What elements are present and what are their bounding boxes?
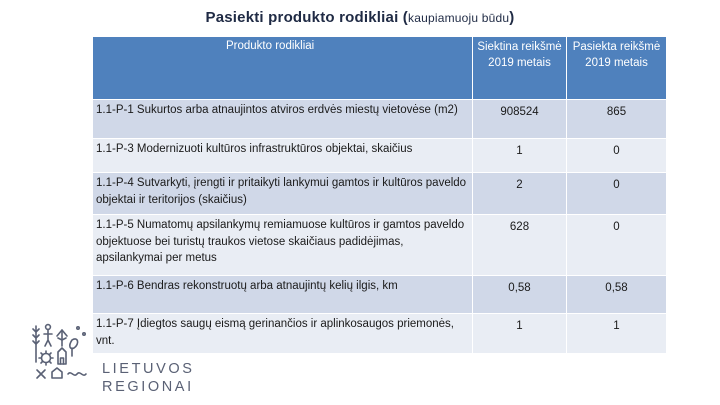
achieved-value: 0 — [567, 215, 667, 276]
header-target: Siektina reikšmė 2019 metais — [473, 37, 567, 100]
table-row — [93, 100, 667, 139]
indicator-name: 1.1-P-5 Numatomų apsilankymų remiamuose kultūros ir gamtos paveldo objektuose bei turistų traukos vietose skaičiaus padidėjimas, apsilankymai per metus — [93, 215, 473, 276]
target-value: 1 — [473, 314, 567, 354]
achieved-value: 1 — [567, 314, 667, 354]
target-value: 908524 — [473, 100, 567, 139]
header-achieved: Pasiekta reikšmė 2019 metais — [567, 37, 667, 100]
slide-title — [0, 9, 720, 26]
lietuvos-regionai-logo — [32, 318, 197, 398]
target-value: 0,58 — [473, 276, 567, 314]
indicator-name: 1.1-P-3 Modernizuoti kultūros infrastruktūros objektai, skaičius — [93, 139, 473, 173]
achieved-value: 0 — [567, 139, 667, 173]
title-close-paren: ) — [509, 9, 515, 26]
regional-symbols-icon — [32, 318, 102, 398]
target-value: 2 — [473, 173, 567, 215]
title-subtitle: kaupiamuoju būdu — [408, 11, 510, 25]
achieved-value: 0 — [567, 173, 667, 215]
indicator-name: 1.1-P-7 Įdiegtos saugų eismą gerinančios ir aplinkosaugos priemonės, vnt. — [93, 314, 473, 354]
logo-text-line1: LIETUVOS — [102, 361, 195, 377]
header-indicator: Produkto rodikliai — [93, 37, 473, 100]
indicators-table — [92, 36, 667, 354]
table-row — [93, 215, 667, 276]
indicator-name: 1.1-P-4 Sutvarkyti, įrengti ir pritaikyti lankymui gamtos ir kultūros paveldo objektai ir teritorijos (skaičius) — [93, 173, 473, 215]
indicator-name: 1.1-P-1 Sukurtos arba atnaujintos atviros erdvės miestų vietovėse (m2) — [93, 100, 473, 139]
table-row — [93, 276, 667, 314]
table-row — [93, 173, 667, 215]
title-main: Pasiekti produkto rodikliai ( — [205, 9, 409, 26]
table-row — [93, 139, 667, 173]
target-value: 628 — [473, 215, 567, 276]
indicator-name: 1.1-P-6 Bendras rekonstruotų arba atnaujintų kelių ilgis, km — [93, 276, 473, 314]
target-value: 1 — [473, 139, 567, 173]
table-header-row — [93, 37, 667, 100]
logo-text-line2: REGIONAI — [102, 379, 194, 395]
achieved-value: 865 — [567, 100, 667, 139]
achieved-value: 0,58 — [567, 276, 667, 314]
